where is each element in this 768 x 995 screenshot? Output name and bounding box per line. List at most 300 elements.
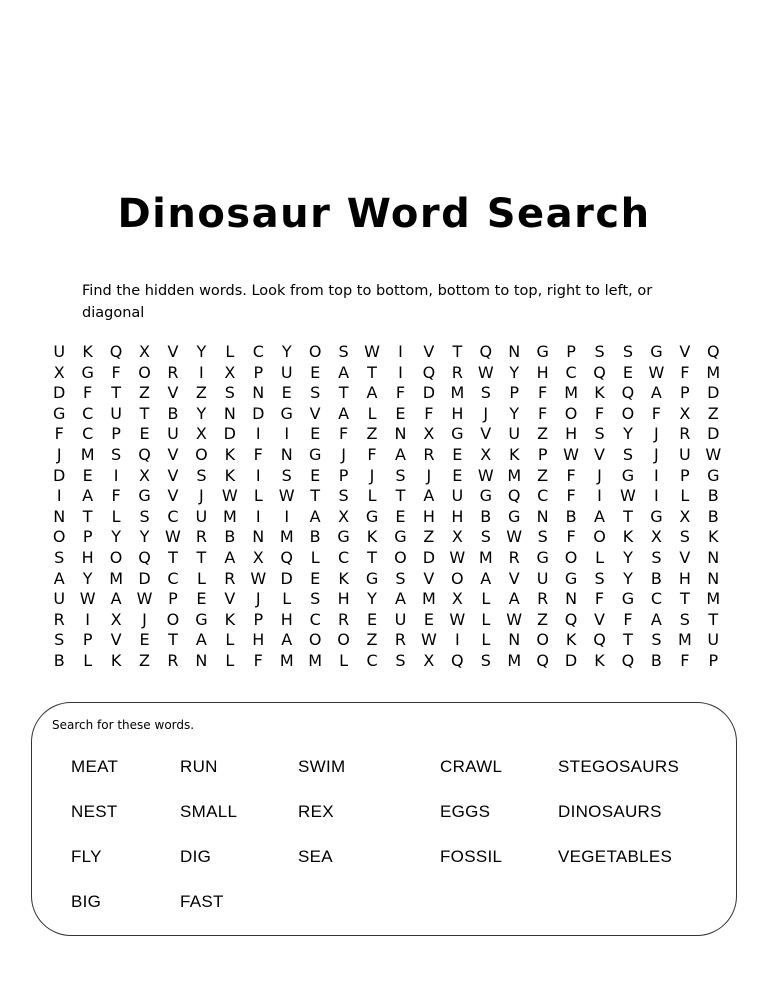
grid-letter: G [81,362,94,382]
grid-letter: A [650,383,662,403]
grid-letter: Z [537,465,549,485]
word-item: RUN [180,757,218,776]
grid-letter: K [708,527,719,547]
grid-letter: I [284,424,290,444]
grid-letter: G [138,486,151,506]
grid-letter: P [253,362,264,382]
grid-letter: Y [196,403,207,423]
grid-row [45,651,728,672]
grid-letter: Q [536,650,549,670]
grid-letter: G [308,444,322,464]
grid-letter: O [308,630,322,650]
grid-letter: G [337,527,350,547]
grid-letter: L [481,630,491,650]
grid-letter: Q [706,342,720,361]
grid-letter: G [365,506,379,526]
grid-letter: P [253,609,264,629]
grid-letter: A [195,630,207,650]
grid-letter: X [252,547,264,567]
grid-letter: T [111,383,121,403]
word-item: DIG [180,847,212,866]
grid-letter: Z [537,424,549,444]
grid-row [45,527,728,548]
grid-letter: F [111,486,121,506]
grid-letter: A [366,383,378,403]
grid-letter: J [341,444,346,464]
grid-letter: K [594,650,605,670]
grid-letter: S [480,527,491,547]
grid-letter: E [622,362,634,382]
grid-letter: S [594,342,605,361]
grid-letter: M [450,383,465,403]
grid-letter: A [110,589,122,609]
grid-letter: X [650,527,662,547]
grid-letter: T [139,403,150,423]
grid-letter: U [394,609,407,629]
grid-letter: A [394,589,406,609]
grid-letter: U [167,424,179,444]
grid-letter: R [195,527,207,547]
grid-letter: X [224,362,236,382]
grid-letter: G [479,486,492,506]
grid-letter: P [708,650,719,670]
grid-letter: H [678,568,691,588]
grid-letter: M [706,589,721,609]
grid-letter: V [594,609,605,629]
grid-letter: E [423,609,434,629]
grid-letter: S [537,527,548,547]
grid-letter: B [707,506,719,526]
grid-letter: S [54,630,65,650]
grid-letter: J [654,444,659,464]
grid-letter: X [451,527,463,547]
grid-letter: O [195,444,208,464]
grid-letter: E [395,506,406,526]
grid-letter: P [537,444,548,464]
grid-letter: F [538,403,548,423]
grid-letter: W [477,362,494,382]
grid-letter: F [594,403,605,423]
grid-letter: K [338,568,349,588]
grid-letter: O [109,547,123,567]
grid-letter: T [367,547,377,567]
grid-letter: F [253,650,263,670]
grid-letter: O [564,547,578,567]
grid-letter: J [483,403,489,423]
grid-letter: S [594,424,605,444]
grid-letter: W [620,486,636,506]
word-item: FAST [180,892,224,911]
grid-letter: S [338,486,349,506]
grid-letter: Q [422,362,436,382]
grid-letter: T [679,589,690,609]
grid-letter: G [650,506,663,526]
word-item: STEGOSAURS [558,757,680,776]
grid-letter: V [423,342,435,361]
grid-letter: T [452,342,463,361]
grid-letter: F [566,527,576,547]
grid-letter: V [167,486,179,506]
grid-letter: Q [507,486,521,506]
grid-letter: Y [509,362,520,382]
grid-letter: D [422,547,436,567]
grid-letter: O [52,527,66,547]
grid-letter: U [508,424,521,444]
grid-letter: D [53,465,66,485]
grid-letter: Z [195,383,207,403]
grid-letter: H [252,630,265,650]
grid-letter: K [508,444,520,464]
grid-letter: F [566,486,576,506]
grid-letter: G [621,465,635,485]
word-item: VEGETABLES [558,847,673,866]
grid-letter: G [451,424,464,444]
grid-letter: I [255,424,261,444]
grid-letter: H [536,362,549,382]
grid-letter: M [564,383,578,403]
grid-letter: X [679,506,691,526]
grid-row [45,630,728,651]
word-item: CRAWL [440,757,503,776]
grid-row [45,383,728,404]
grid-letter: R [167,362,179,382]
grid-letter: B [53,650,65,670]
grid-letter: Y [82,568,93,588]
grid-letter: L [253,486,263,506]
grid-letter: I [85,609,91,629]
grid-letter: F [111,362,121,382]
grid-letter: N [223,403,236,423]
grid-letter: M [677,630,692,650]
grid-letter: E [139,424,150,444]
grid-letter: X [139,465,151,485]
grid-letter: A [338,362,350,382]
grid-letter: E [310,424,321,444]
grid-letter: P [168,589,178,609]
grid-letter: Z [139,383,151,403]
grid-letter: C [167,506,179,526]
word-item: SEA [298,847,333,866]
grid-letter: W [705,444,722,464]
grid-letter: E [196,589,207,609]
grid-letter: S [54,547,65,567]
grid-letter: K [224,609,236,629]
grid-row [45,589,728,610]
grid-letter: L [225,650,235,670]
word-item: SMALL [180,802,238,821]
grid-letter: X [423,650,435,670]
grid-letter: I [255,465,261,485]
grid-row [45,424,728,445]
grid-letter: Q [138,547,151,567]
grid-letter: P [680,383,690,403]
grid-letter: J [199,486,204,506]
grid-letter: W [136,589,153,609]
grid-letter: W [221,486,238,506]
grid-letter: Y [111,527,121,547]
grid-letter: Y [623,568,633,588]
grid-letter: H [451,506,464,526]
grid-letter: L [282,589,292,609]
grid-letter: T [623,506,633,526]
grid-letter: G [508,506,521,526]
grid-letter: B [565,506,577,526]
grid-letter: F [594,589,605,609]
grid-letter: N [536,506,549,526]
grid-letter: N [707,568,720,588]
grid-letter: A [508,589,520,609]
grid-letter: Z [139,650,151,670]
grid-letter: S [651,630,662,650]
grid-letter: A [338,403,350,423]
grid-letter: I [454,630,460,650]
grid-letter: Q [621,650,635,670]
grid-letter: I [398,362,403,382]
grid-letter: B [707,486,719,506]
grid-letter: K [565,630,577,650]
grid-letter: L [680,486,690,506]
grid-letter: C [338,547,350,567]
grid-letter: T [196,547,207,567]
grid-letter: L [225,342,235,361]
grid-letter: F [395,383,406,403]
grid-letter: N [252,527,265,547]
grid-letter: O [621,403,635,423]
grid-letter: W [477,465,494,485]
grid-letter: J [426,465,432,485]
grid-letter: Z [537,609,549,629]
grid-letter: I [56,486,62,506]
grid-letter: B [480,506,492,526]
word-item: MEAT [71,757,119,776]
grid-letter: R [423,444,435,464]
grid-letter: K [110,650,122,670]
grid-letter: R [53,609,65,629]
grid-letter: G [564,568,578,588]
grid-letter: X [679,403,691,423]
grid-letter: U [451,486,464,506]
grid-letter: S [395,465,406,485]
grid-letter: Q [138,444,151,464]
grid-letter: P [680,465,690,485]
grid-letter: Z [366,424,378,444]
grid-letter: V [167,465,179,485]
grid-letter: S [622,444,634,464]
grid-letter: S [622,342,634,361]
grid-letter: I [113,465,119,485]
grid-letter: F [253,444,263,464]
grid-letter: D [564,650,578,670]
grid-letter: R [394,630,407,650]
grid-letter: N [53,506,66,526]
grid-letter: M [478,547,493,567]
grid-letter: X [195,424,207,444]
grid-letter: A [423,486,435,506]
grid-letter: M [80,444,95,464]
grid-letter: L [111,506,121,526]
grid-letter: H [81,547,94,567]
grid-letter: D [422,383,436,403]
grid-letter: U [536,568,549,588]
grid-letter: D [53,383,66,403]
grid-letter: Y [623,547,633,567]
word-list-heading: Search for these words. [52,718,195,732]
grid-letter: Z [707,403,719,423]
word-item: FOSSIL [440,847,503,866]
grid-letter: N [195,650,208,670]
grid-letter: U [53,342,66,361]
grid-letter: N [565,589,578,609]
grid-letter: M [308,650,323,670]
grid-letter: T [82,506,93,526]
grid-letter: R [679,424,691,444]
grid-letter: A [594,506,605,526]
grid-letter: T [623,630,633,650]
grid-letter: V [480,424,492,444]
grid-letter: C [309,609,321,629]
grid-letter: E [310,568,321,588]
grid-row [45,342,728,363]
grid-letter: M [279,527,294,547]
grid-letter: E [281,383,292,403]
grid-letter: U [707,630,720,650]
grid-letter: F [338,424,349,444]
grid-letter: F [538,383,548,403]
grid-letter: M [222,506,237,526]
grid-letter: Q [564,609,578,629]
grid-letter: G [707,465,720,485]
grid-letter: D [138,568,151,588]
grid-letter: J [255,589,261,609]
grid-letter: E [452,444,463,464]
grid-letter: M [279,650,294,670]
grid-letter: A [281,630,293,650]
grid-letter: M [706,362,721,382]
grid-row [45,486,728,507]
grid-letter: Q [451,650,464,670]
grid-letter: Y [139,527,150,547]
grid-letter: F [680,650,690,670]
grid-letter: V [309,403,321,423]
grid-letter: X [110,609,122,629]
word-item: REX [298,802,334,821]
grid-letter: G [536,342,549,361]
grid-letter: H [565,424,578,444]
grid-letter: O [138,362,151,382]
grid-letter: Q [109,342,123,361]
grid-letter: V [508,568,520,588]
grid-letter: C [366,650,378,670]
grid-letter: S [480,383,491,403]
grid-letter: K [366,527,378,547]
grid-letter: D [707,424,720,444]
grid-letter: T [310,486,321,506]
grid-letter: Q [479,342,493,361]
grid-letter: Z [366,630,378,650]
grid-letter: V [679,342,691,361]
grid-letter: L [83,650,93,670]
word-item: SWIM [298,757,346,776]
grid-letter: N [394,424,407,444]
grid-letter: R [451,362,463,382]
grid-letter: X [338,506,350,526]
grid-letter: G [650,342,663,361]
grid-letter: A [394,444,406,464]
grid-letter: S [139,506,150,526]
grid-letter: D [280,568,293,588]
grid-letter: Y [196,342,207,361]
grid-letter: I [654,486,659,506]
grid-letter: D [223,424,236,444]
grid-letter: I [255,506,261,526]
grid-letter: B [650,650,662,670]
grid-letter: N [280,444,293,464]
grid-letter: W [165,527,181,547]
grid-letter: F [424,403,434,423]
grid-letter: R [508,547,520,567]
grid-letter: N [252,383,265,403]
grid-letter: F [651,403,661,423]
grid-letter: V [110,630,122,650]
grid-letter: W [278,486,295,506]
page-title: Dinosaur Word Search [117,191,651,237]
grid-letter: E [452,465,463,485]
grid-letter: V [167,342,179,361]
grid-row [45,610,728,631]
word-list-box [31,702,737,936]
grid-letter: E [139,630,150,650]
grid-letter: U [110,403,122,423]
grid-letter: T [168,630,178,650]
grid-letter: O [308,342,322,361]
grid-letter: S [196,465,207,485]
grid-row [45,363,728,384]
grid-row [45,548,728,569]
grid-letter: L [367,403,377,423]
grid-letter: J [142,609,147,629]
grid-letter: S [395,568,406,588]
grid-letter: B [650,568,662,588]
grid-letter: W [506,609,523,629]
grid-letter: K [224,444,236,464]
grid-letter: R [537,589,549,609]
grid-letter: Q [621,383,635,403]
grid-letter: P [82,527,93,547]
grid-letter: V [167,383,179,403]
grid-letter: W [449,547,466,567]
grid-letter: O [166,609,180,629]
grid-letter: M [109,568,123,588]
grid-letter: C [167,568,179,588]
grid-letter: S [310,589,321,609]
grid-row [45,507,728,528]
grid-letter: F [566,465,576,485]
grid-letter: X [53,362,65,382]
grid-letter: C [565,362,577,382]
grid-letter: C [82,403,94,423]
grid-letter: S [679,609,690,629]
grid-letter: P [566,342,576,361]
grid-letter: E [82,465,93,485]
grid-letter: J [56,444,62,464]
grid-letter: U [678,444,691,464]
grid-letter: J [369,465,375,485]
grid-letter: U [53,589,66,609]
grid-letter: Q [593,362,606,382]
grid-row [45,569,728,590]
grid-letter: I [199,362,204,382]
grid-letter: C [537,486,549,506]
